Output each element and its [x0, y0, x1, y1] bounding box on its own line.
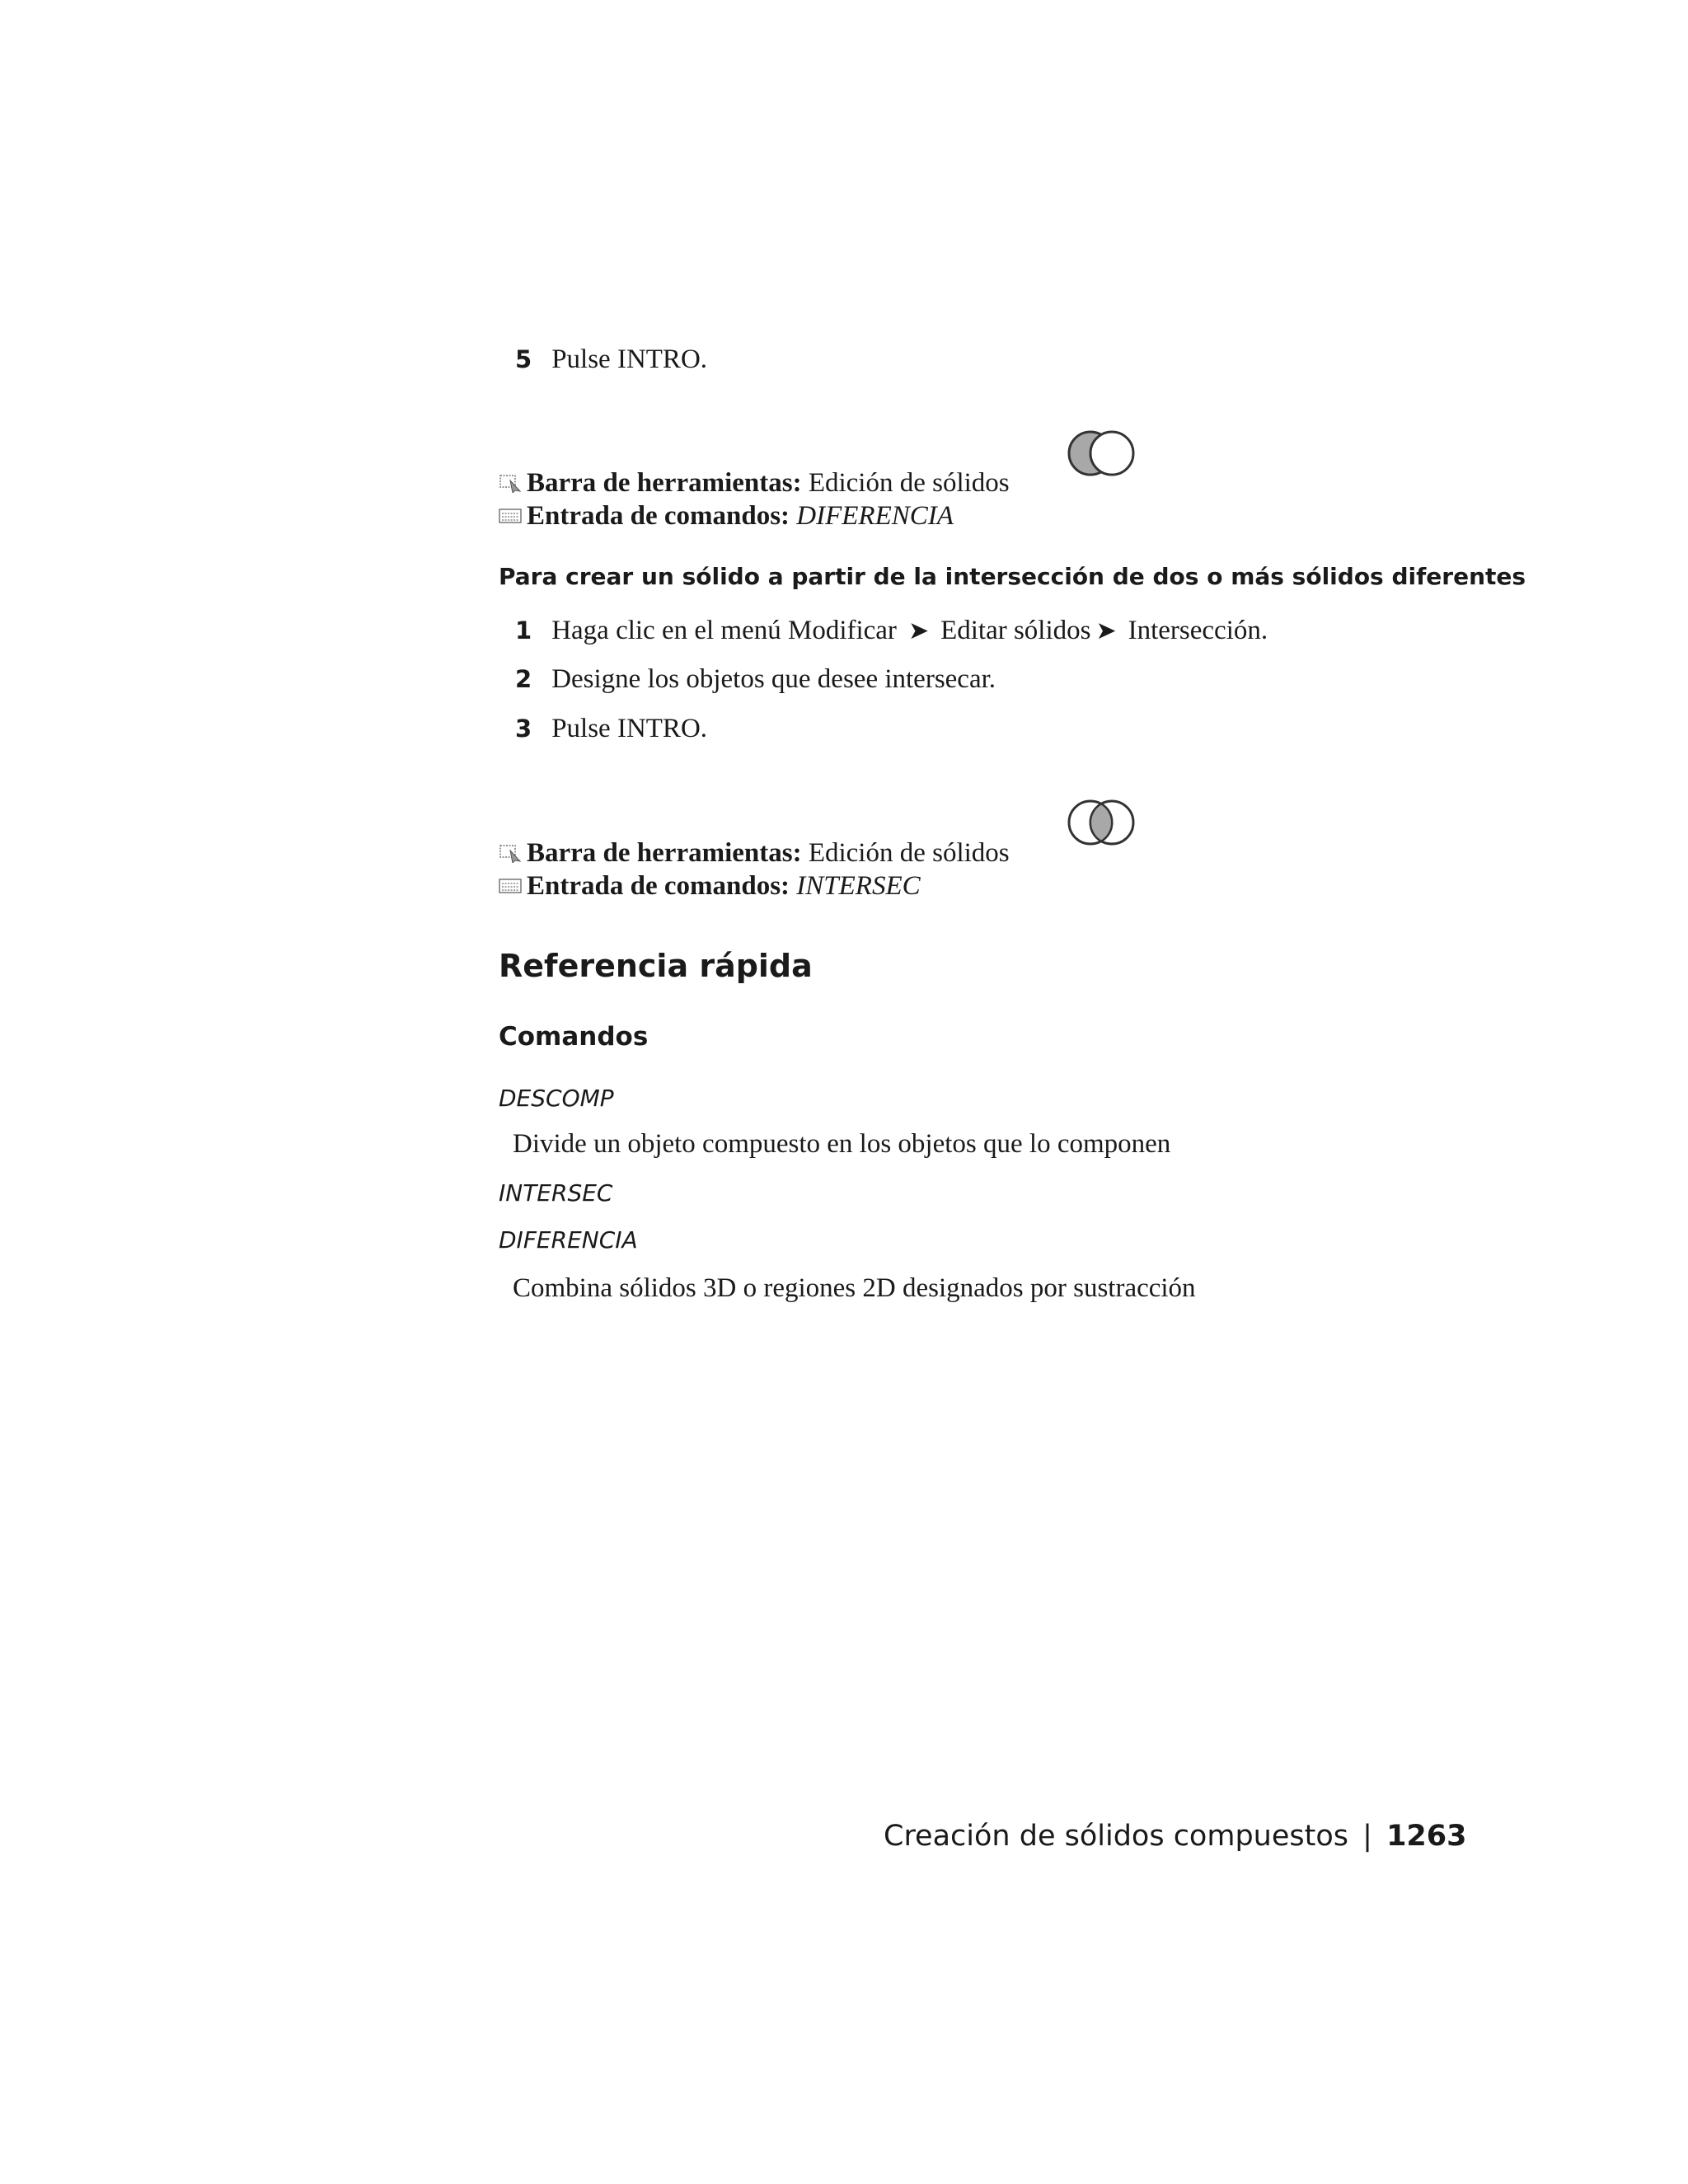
- step-number: 3: [515, 715, 532, 743]
- command-label: Entrada de comandos:: [527, 501, 790, 531]
- procedure-heading: Para crear un sólido a partir de la intersección de dos o más sólidos diferentes: [499, 563, 1526, 590]
- arrow-right-icon: ➤: [907, 616, 930, 645]
- section-heading: Referencia rápida: [499, 948, 813, 984]
- keyboard-icon: [499, 506, 522, 526]
- toolbar-value: Edición de sólidos: [808, 838, 1010, 868]
- step-text-b: Editar sólidos: [940, 616, 1091, 645]
- step-number: 1: [515, 616, 532, 644]
- toolbar-icon: [499, 843, 522, 863]
- toolbar-value: Edición de sólidos: [808, 468, 1010, 498]
- keyboard-icon: [499, 876, 522, 896]
- page-footer: [884, 1820, 1466, 1853]
- command-line-2: [499, 871, 921, 902]
- toolbar-label: Barra de herramientas:: [527, 468, 802, 498]
- command-value: DIFERENCIA: [796, 501, 954, 531]
- subsection-heading: Comandos: [499, 1022, 649, 1052]
- procedure-step-3: [515, 714, 707, 744]
- procedure-step-2: [515, 664, 996, 695]
- toolbar-line-2: [499, 838, 1010, 869]
- chapter-title: Creación de sólidos compuestos: [884, 1820, 1348, 1853]
- step-number: 2: [515, 665, 532, 693]
- command-name: INTERSEC: [499, 1179, 613, 1207]
- toolbar-line-1: [499, 468, 1010, 499]
- toolbar-icon: [499, 473, 522, 493]
- footer-separator: |: [1362, 1820, 1372, 1853]
- page-number: 1263: [1386, 1820, 1467, 1853]
- command-line-1: [499, 501, 954, 532]
- toolbar-label: Barra de herramientas:: [527, 838, 802, 868]
- command-value: INTERSEC: [796, 871, 921, 901]
- command-description: Divide un objeto compuesto en los objetos que lo componen: [513, 1129, 1171, 1159]
- step-text: Pulse INTRO.: [551, 344, 708, 374]
- subtract-solids-icon: [1066, 427, 1140, 480]
- command-name: DIFERENCIA: [499, 1226, 638, 1254]
- step-text: Designe los objetos que desee intersecar.: [551, 664, 996, 694]
- procedure-step-1: [515, 616, 1268, 646]
- intersect-solids-icon: [1066, 796, 1140, 849]
- step-text: Pulse INTRO.: [551, 714, 708, 743]
- command-label: Entrada de comandos:: [527, 871, 790, 901]
- command-description: Combina sólidos 3D o regiones 2D designados por sustracción: [513, 1273, 1196, 1303]
- step-number: 5: [515, 345, 532, 373]
- step-text-a: Haga clic en el menú Modificar: [551, 616, 897, 645]
- command-name: DESCOMP: [499, 1085, 614, 1112]
- step-5: [515, 344, 707, 375]
- arrow-right-icon: ➤: [1095, 616, 1117, 645]
- step-text-c: Intersección.: [1128, 616, 1268, 645]
